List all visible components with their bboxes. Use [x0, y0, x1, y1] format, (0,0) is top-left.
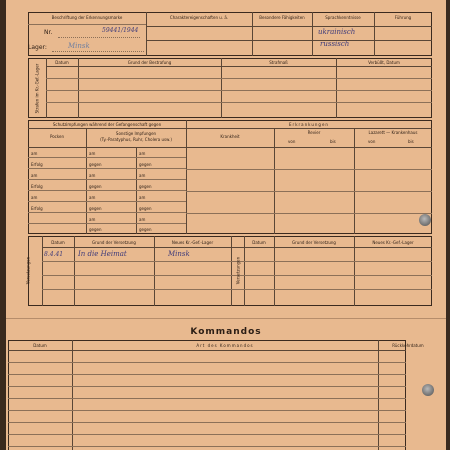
strafen-datum: Datum	[55, 60, 69, 65]
strafen-verbuesst: Verbüßt, Datum	[368, 60, 400, 65]
kommandos-datum: Datum	[33, 343, 47, 348]
pocken-row-1: am	[31, 151, 38, 156]
fold-line	[6, 318, 446, 319]
revier-bis: bis	[330, 139, 336, 144]
header-sprachkenntnisse: Sprachkenntnisse	[325, 15, 361, 20]
pocken-header: Pocken	[49, 134, 65, 139]
impf-row-8a: gegen	[89, 227, 102, 232]
vers-grund-left: Grund der Versetzung	[92, 240, 136, 245]
lazarett-header: Lazarett — Krankenhaus	[368, 130, 418, 135]
registration-card	[6, 0, 446, 450]
hw-vers-lager: Minsk	[168, 250, 190, 258]
header-faehigkeiten: Besondere Fähigkeiten	[259, 15, 305, 20]
hw-lager: Minsk	[68, 42, 90, 50]
lazarett-bis: bis	[408, 139, 414, 144]
strafen-section	[28, 58, 432, 118]
hw-language-russian: russisch	[320, 40, 350, 48]
impf-row-5a: am	[89, 195, 96, 200]
sonstige-header: Sonstige Impfungen	[115, 131, 157, 136]
impf-row-6a: gegen	[89, 206, 102, 211]
impf-row-7b: am	[139, 217, 146, 222]
pocken-row-4: Erfolg	[31, 184, 43, 189]
revier-von: von	[288, 139, 296, 144]
vers-lager-right: Neues Kr.-Gef.-Lager	[372, 240, 414, 245]
header-charakter: Charaktereigenschaften u. ä.	[169, 15, 229, 20]
nr-label: Nr.	[44, 29, 53, 36]
impf-row-3b: am	[139, 173, 146, 178]
impf-row-1a: am	[89, 151, 96, 156]
pocken-row-5: am	[31, 195, 38, 200]
punch-hole-bottom	[422, 384, 434, 396]
sonstige-subheader: (Ty.-Paratyphus, Ruhr, Cholera usw.)	[100, 137, 172, 142]
vers-lager-left: Neues Kr.-Gef.-Lager	[171, 240, 214, 245]
header-fuehrung: Führung	[394, 15, 412, 20]
pocken-row-3: am	[31, 173, 38, 178]
lazarett-von: von	[368, 139, 376, 144]
vers-datum-left: Datum	[51, 240, 65, 245]
lager-label: Lager:	[28, 44, 47, 51]
vers-grund-right: Grund der Versetzung	[292, 240, 336, 245]
kommandos-rueckkehr: Rückkehrdatum	[392, 343, 424, 348]
impf-row-5b: am	[139, 195, 146, 200]
kommandos-art: Art des Kommandos	[196, 343, 254, 348]
pocken-row-2: Erfolg	[31, 162, 43, 167]
kommandos-title: Kommandos	[190, 327, 262, 337]
versetzungen-side-right: Versetzungen	[235, 256, 241, 285]
strafen-strafmass: Strafmaß	[269, 60, 288, 65]
hw-number: 59441/1944	[102, 27, 139, 34]
impf-row-7a: am	[89, 217, 96, 222]
revier-header: Revier	[307, 130, 321, 135]
versetzungen-side-left: Versetzungen	[25, 256, 31, 285]
krankheit-header: Krankheit	[220, 134, 240, 139]
impf-row-4b: gegen	[139, 184, 152, 189]
strafen-grund: Grund der Bestrafung	[127, 60, 172, 65]
strafen-side-label: Strafen im Kr.-Gef.-Lager	[34, 63, 40, 114]
impf-row-8b: gegen	[139, 227, 152, 232]
hw-vers-reason: In die Heimat	[78, 250, 127, 258]
header-erkennungsmarke: Beschriftung der Erkennungsmarke	[51, 15, 123, 20]
impf-row-2b: gegen	[139, 162, 152, 167]
vers-datum-right: Datum	[252, 240, 266, 245]
hw-language-ukrainian: ukrainisch	[318, 28, 356, 36]
hw-vers-date: 8.4.41	[44, 251, 64, 258]
impf-row-1b: am	[139, 151, 146, 156]
impf-row-6b: gegen	[139, 206, 152, 211]
pocken-row-6: Erfolg	[31, 206, 43, 211]
impf-row-4a: gegen	[89, 184, 102, 189]
impf-row-3a: am	[89, 173, 96, 178]
erkrankungen-title: Erkrankungen	[289, 122, 329, 127]
impf-row-2a: gegen	[89, 162, 102, 167]
schutz-title: Schutzimpfungen während der Gefangenschaft gegen	[52, 122, 162, 127]
